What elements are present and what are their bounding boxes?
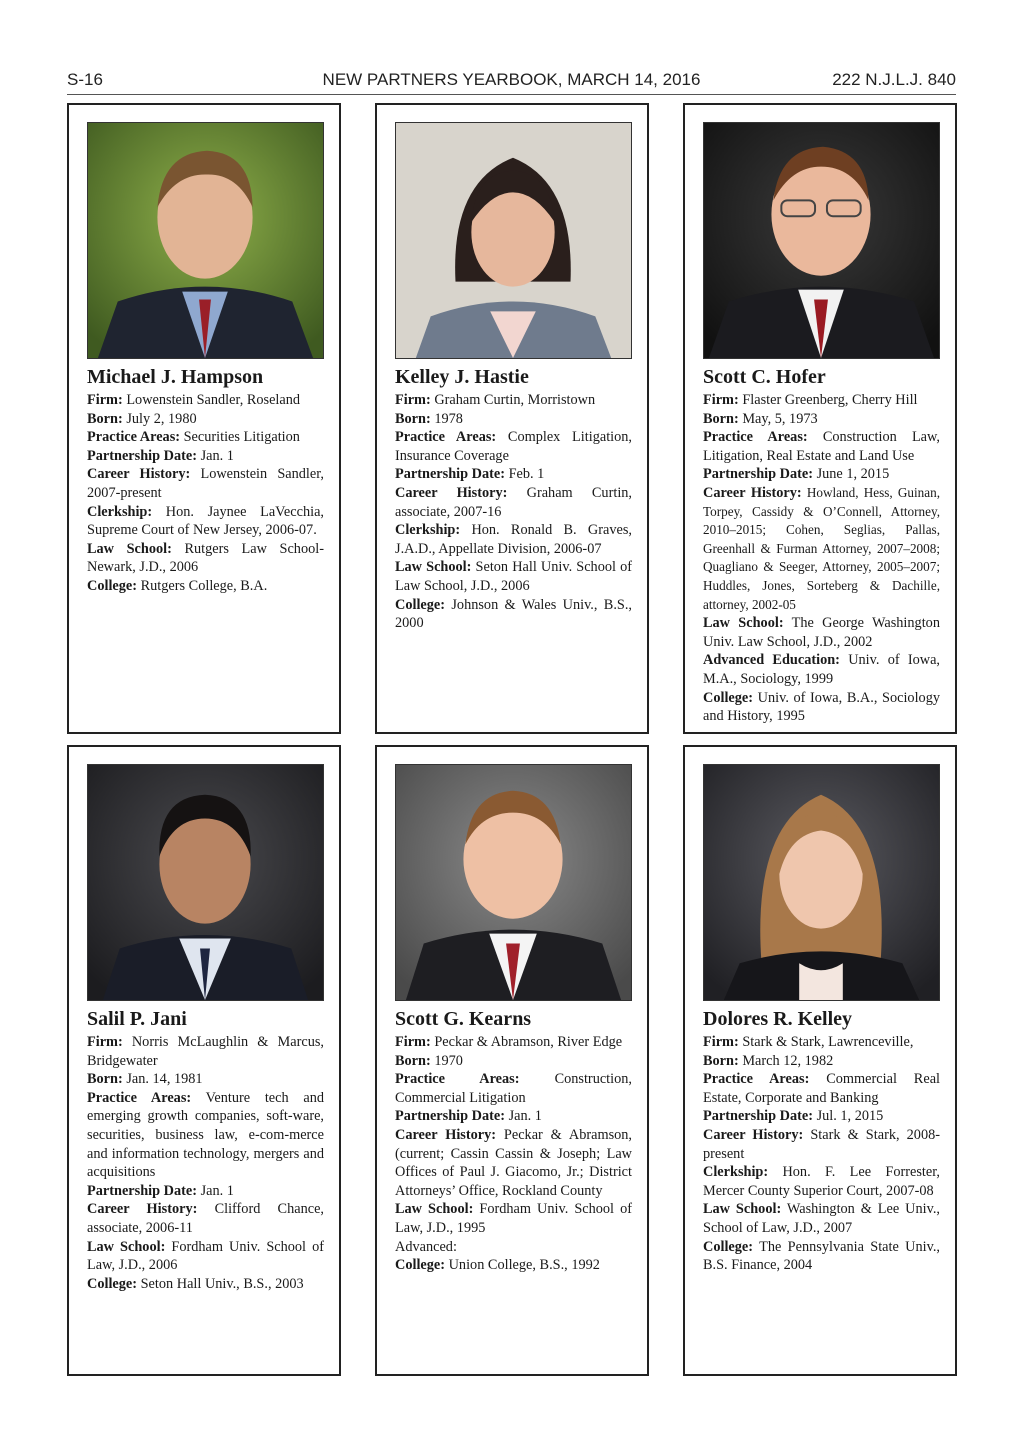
partner-name: Kelley J. Hastie: [395, 366, 529, 388]
bio-field: [703, 1107, 940, 1126]
profile-bio: [395, 1007, 632, 1275]
field-label: Clerkship:: [87, 503, 153, 520]
field-label: Career History:: [87, 1201, 198, 1218]
partner-name: Scott C. Hofer: [703, 366, 826, 388]
bio-field: [87, 1182, 324, 1201]
field-value: Peckar & Abramson, River Edge: [434, 1034, 623, 1050]
field-value: Commercial Real Estate, Corporate and Banking: [703, 1071, 941, 1106]
bio-field: [87, 1033, 324, 1070]
field-value: Venture tech and emerging growth companies, soft-ware, securities, business law, e-com-merce and information technology, mergers and acquisitions: [87, 1089, 324, 1181]
bio-field: [395, 1033, 632, 1052]
bio-field: [703, 465, 940, 484]
field-value: Howland, Hess, Guinan, Torpey, Cassidy & O’Connell, Attorney, 2010–2015; Cohen, Seglias, Pallas, Greenhall & Furman Attorney, 2007–2008; Quagliano & Seeger, Attorney, 2005–2007; Huddles, Jones, Sorteberg & Dachille, attorney, 2002-05: [703, 484, 941, 612]
field-value: Hon. F. Lee Forrester, Mercer County Superior Court, 2007-08: [703, 1164, 940, 1199]
portrait-photo: [87, 122, 324, 359]
field-value: Lowenstein Sandler, 2007-present: [87, 466, 324, 501]
profile-card: [375, 745, 649, 1376]
field-value: Hon. Ronald B. Graves, J.A.D., Appellate Division, 2006-07: [395, 522, 632, 557]
bio-field: [395, 558, 632, 595]
field-value: Securities Litigation: [183, 429, 300, 446]
profile-bio: [703, 365, 940, 726]
field-value: Construction, Commercial Litigation: [395, 1071, 633, 1106]
bio-field: [703, 689, 940, 726]
bio-field: [703, 651, 940, 688]
field-label: Partnership Date:: [87, 447, 197, 464]
publication-title: NEW PARTNERS YEARBOOK, MARCH 14, 2016: [322, 70, 701, 89]
bio-field: [703, 1200, 940, 1237]
bio-field: [87, 1200, 324, 1237]
field-value: May, 5, 1973: [742, 410, 818, 427]
field-value: Fordham Univ. School of Law, J.D., 1995: [395, 1201, 632, 1236]
field-value: 1978: [434, 410, 463, 427]
bio-field: [703, 484, 940, 614]
field-label: Career History:: [395, 1126, 497, 1143]
bio-field: [703, 1238, 940, 1275]
field-value: Norris McLaughlin & Marcus, Bridgewater: [87, 1034, 324, 1069]
field-value: Flaster Greenberg, Cherry Hill: [742, 392, 918, 408]
bio-field: [87, 391, 324, 410]
bio-field: [87, 540, 324, 577]
bio-field: [703, 1163, 940, 1200]
field-value: Feb. 1: [508, 466, 545, 483]
bio-field: [395, 1070, 632, 1107]
field-value: Stark & Stark, Lawrenceville,: [742, 1034, 914, 1050]
field-label: Career History:: [395, 484, 508, 501]
field-value: Washington & Lee Univ., School of Law, J.D., 2007: [703, 1201, 940, 1236]
field-value: Clifford Chance, associate, 2006-11: [87, 1201, 325, 1236]
bio-field: [395, 1052, 632, 1071]
field-label: Born:: [703, 1052, 739, 1069]
field-value: 1970: [434, 1052, 463, 1069]
portrait-photo: [703, 764, 940, 1001]
field-label: Law School:: [395, 1201, 474, 1218]
field-value: June 1, 2015: [816, 466, 890, 483]
bio-field: [395, 410, 632, 429]
bio-field: [395, 1256, 632, 1275]
profile-card: [67, 103, 341, 734]
bio-field: [87, 447, 324, 466]
bio-field: [703, 1052, 940, 1071]
field-value: Univ. of Iowa, B.A., Sociology and History, 1995: [703, 689, 940, 725]
partner-name: Scott G. Kearns: [395, 1008, 532, 1030]
field-label: College:: [703, 689, 754, 706]
profile-bio: [87, 365, 324, 596]
field-value: Stark & Stark, 2008-present: [703, 1126, 941, 1162]
field-label: Firm:: [395, 392, 431, 408]
portrait-photo: [395, 122, 632, 359]
profile-card: [67, 745, 341, 1376]
profile-card: [683, 745, 957, 1376]
bio-field: [395, 428, 632, 465]
field-label: Practice Areas:: [703, 429, 808, 446]
field-value: Jan. 1: [200, 1182, 234, 1199]
bio-field: [87, 465, 324, 502]
profile-bio: [703, 1007, 940, 1275]
field-value: Jan. 1: [508, 1108, 542, 1125]
field-label: Practice Areas:: [87, 429, 181, 446]
partner-name: Michael J. Hampson: [87, 366, 264, 388]
portrait-photo: [395, 764, 632, 1001]
field-label: Partnership Date:: [87, 1182, 197, 1199]
profile-bio: [395, 365, 632, 633]
bio-field: [395, 521, 632, 558]
bio-field: [395, 1107, 632, 1126]
field-label: Career History:: [703, 1126, 804, 1143]
field-label: Firm:: [703, 392, 739, 408]
partner-name: Dolores R. Kelley: [703, 1008, 853, 1030]
field-label: Practice Areas:: [87, 1089, 192, 1106]
bio-field: [395, 1238, 632, 1257]
field-label: Career History:: [703, 484, 802, 501]
field-label: Born:: [395, 410, 431, 427]
field-label: College:: [703, 1238, 754, 1255]
field-label: Partnership Date:: [395, 1108, 505, 1125]
bio-field: [87, 1238, 324, 1275]
bio-field: [87, 503, 324, 540]
field-label: Advanced Education:: [703, 652, 840, 669]
field-label: Partnership Date:: [395, 466, 505, 483]
field-value: Hon. Jaynee LaVecchia, Supreme Court of New Jersey, 2006-07.: [87, 503, 324, 539]
bio-field: [703, 1126, 940, 1163]
field-value: Peckar & Abramson,(current; Cassin Cassin & Joseph; Law Offices of Paul J. Giacomo, Jr.; District Attorneys’ Office, Rockland County: [395, 1126, 633, 1199]
field-label: Clerkship:: [703, 1164, 769, 1181]
field-value: Seton Hall Univ., B.S., 2003: [140, 1275, 304, 1292]
field-label: Practice Areas:: [395, 429, 497, 446]
bio-field: [395, 484, 632, 521]
bio-field: [395, 1200, 632, 1237]
bio-field: [87, 1070, 324, 1089]
bio-field: [395, 596, 632, 633]
bio-field: [395, 391, 632, 410]
bio-field: [703, 410, 940, 429]
profile-card: [683, 103, 957, 734]
field-value: Jul. 1, 2015: [816, 1108, 884, 1125]
page-header: [67, 68, 956, 95]
field-value: Construction Law, Litigation, Real Estate and Land Use: [703, 429, 940, 464]
field-value: Seton Hall Univ. School of Law School, J.D., 2006: [395, 559, 632, 594]
bio-field: [395, 1126, 632, 1200]
field-label: College:: [395, 1257, 446, 1274]
field-value: The George Washington Univ. Law School, J.D., 2002: [703, 615, 940, 650]
field-value: Advanced:: [395, 1238, 457, 1255]
field-label: Firm:: [395, 1034, 431, 1050]
field-label: Practice Areas:: [395, 1071, 520, 1088]
field-value: Fordham Univ. School of Law, J.D., 2006: [87, 1238, 324, 1274]
field-value: Jan. 14, 1981: [126, 1071, 203, 1088]
field-label: Firm:: [703, 1034, 739, 1050]
field-label: Born:: [703, 410, 739, 427]
field-value: The Pennsylvania State Univ., B.S. Finance, 2004: [703, 1238, 940, 1274]
bio-field: [87, 1275, 324, 1294]
field-value: Jan. 1: [200, 447, 234, 464]
bio-field: [87, 1089, 324, 1182]
field-label: Law School:: [87, 540, 172, 557]
field-value: Graham Curtin, Morristown: [434, 392, 596, 408]
field-value: March 12, 1982: [742, 1052, 834, 1069]
field-label: Law School:: [703, 615, 784, 632]
field-label: College:: [87, 577, 138, 594]
field-value: Complex Litigation, Insurance Coverage: [395, 429, 633, 464]
field-label: Practice Areas:: [703, 1071, 810, 1088]
profile-card: [375, 103, 649, 734]
profile-bio: [87, 1007, 324, 1293]
field-label: College:: [87, 1275, 138, 1292]
bio-field: [87, 410, 324, 429]
bio-field: [87, 428, 324, 447]
field-label: Firm:: [87, 392, 123, 408]
field-label: Partnership Date:: [703, 1108, 813, 1125]
bio-field: [87, 577, 324, 596]
field-label: Partnership Date:: [703, 466, 813, 483]
field-value: Rutgers College, B.A.: [140, 577, 268, 594]
field-label: Firm:: [87, 1034, 123, 1050]
portrait-photo: [703, 122, 940, 359]
bio-field: [703, 428, 940, 465]
bio-field: [703, 391, 940, 410]
page-number: S-16: [67, 70, 103, 89]
field-label: Career History:: [87, 466, 191, 483]
field-label: Clerkship:: [395, 522, 461, 539]
citation: 222 N.J.L.J. 840: [832, 70, 956, 89]
field-value: Union College, B.S., 1992: [448, 1257, 600, 1274]
bio-field: [703, 1033, 940, 1052]
field-label: Born:: [87, 410, 123, 427]
field-label: Law School:: [395, 559, 472, 576]
field-value: Univ. of Iowa, M.A., Sociology, 1999: [703, 652, 940, 687]
field-label: Law School:: [703, 1201, 782, 1218]
field-label: Law School:: [87, 1238, 166, 1255]
field-label: Born:: [87, 1071, 123, 1088]
bio-field: [703, 1070, 940, 1107]
partner-name: Salil P. Jani: [87, 1008, 187, 1030]
bio-field: [395, 465, 632, 484]
field-value: July 2, 1980: [126, 410, 197, 427]
field-label: College:: [395, 596, 446, 613]
field-value: Johnson & Wales Univ., B.S., 2000: [395, 596, 632, 632]
field-value: Lowenstein Sandler, Roseland: [126, 392, 301, 408]
portrait-photo: [87, 764, 324, 1001]
field-label: Born:: [395, 1052, 431, 1069]
field-value: Rutgers Law School-Newark, J.D., 2006: [87, 540, 324, 576]
field-value: Graham Curtin, associate, 2007-16: [395, 484, 633, 520]
bio-field: [703, 614, 940, 651]
